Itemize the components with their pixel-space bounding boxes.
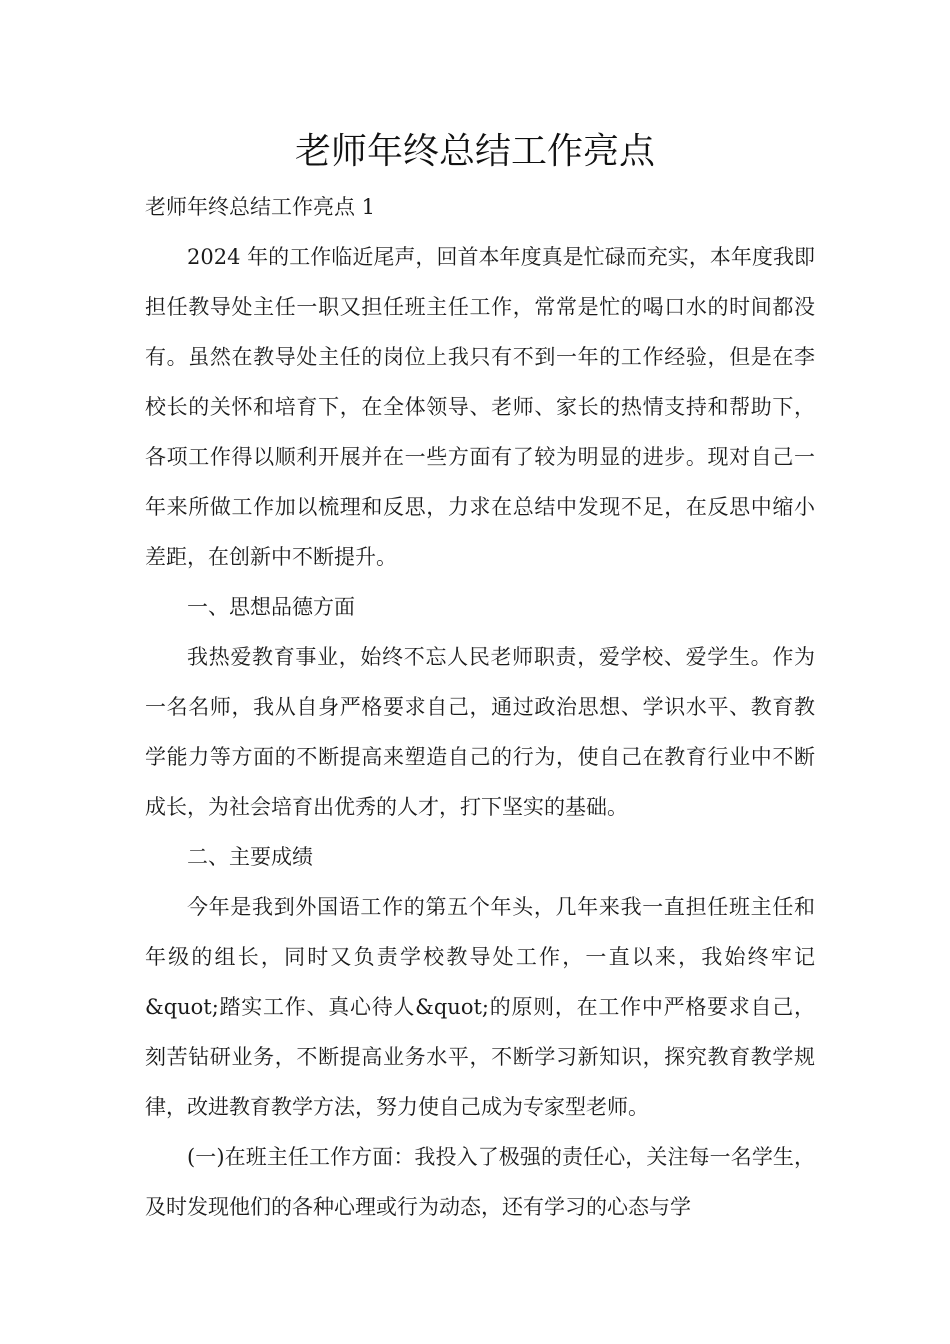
paragraph-achievements: 今年是我到外国语工作的第五个年头，几年来我一直担任班主任和年级的组长，同时又负责学校教导处工作，一直以来，我始终牢记&quot;踏实工作、真心待人&quot;的原则，在工作中严格要求自己，刻苦钻研业务，不断提高业务水平，不断学习新知识，探究教育教学规律，改进教育教学方法，努力使自己成为专家型老师。: [145, 895, 815, 1119]
document-title: 老师年终总结工作亮点: [294, 131, 655, 172]
document-subtitle: 老师年终总结工作亮点 1: [145, 195, 376, 219]
paragraph-moral: 我热爱教育事业，始终不忘人民老师职责，爱学校、爱学生。作为一名名师，我从自身严格要求自己，通过政治思想、学识水平、教育教学能力等方面的不断提高来塑造自己的行为，使自己在教育行业中不断成长，为社会培育出优秀的人才，打下坚实的基础。: [145, 645, 815, 819]
paragraph-class-teacher: (一)在班主任工作方面：我投入了极强的责任心，关注每一名学生，及时发现他们的各种心理或行为动态，还有学习的心态与学: [145, 1145, 815, 1219]
paragraph-intro: 2024 年的工作临近尾声，回首本年度真是忙碌而充实，本年度我即担任教导处主任一职又担任班主任工作，常常是忙的喝口水的时间都没有。虽然在教导处主任的岗位上我只有不到一年的工作经验，但是在李校长的关怀和培育下，在全体领导、老师、家长的热情支持和帮助下，各项工作得以顺利开展并在一些方面有了较为明显的进步。现对自己一年来所做工作加以梳理和反思，力求在总结中发现不足，在反思中缩小差距，在创新中不断提升。: [145, 245, 815, 569]
document-body: [145, 182, 815, 1232]
section-heading-achievements: 二、主要成绩: [187, 845, 313, 869]
section-heading-moral: 一、思想品德方面: [187, 595, 355, 619]
